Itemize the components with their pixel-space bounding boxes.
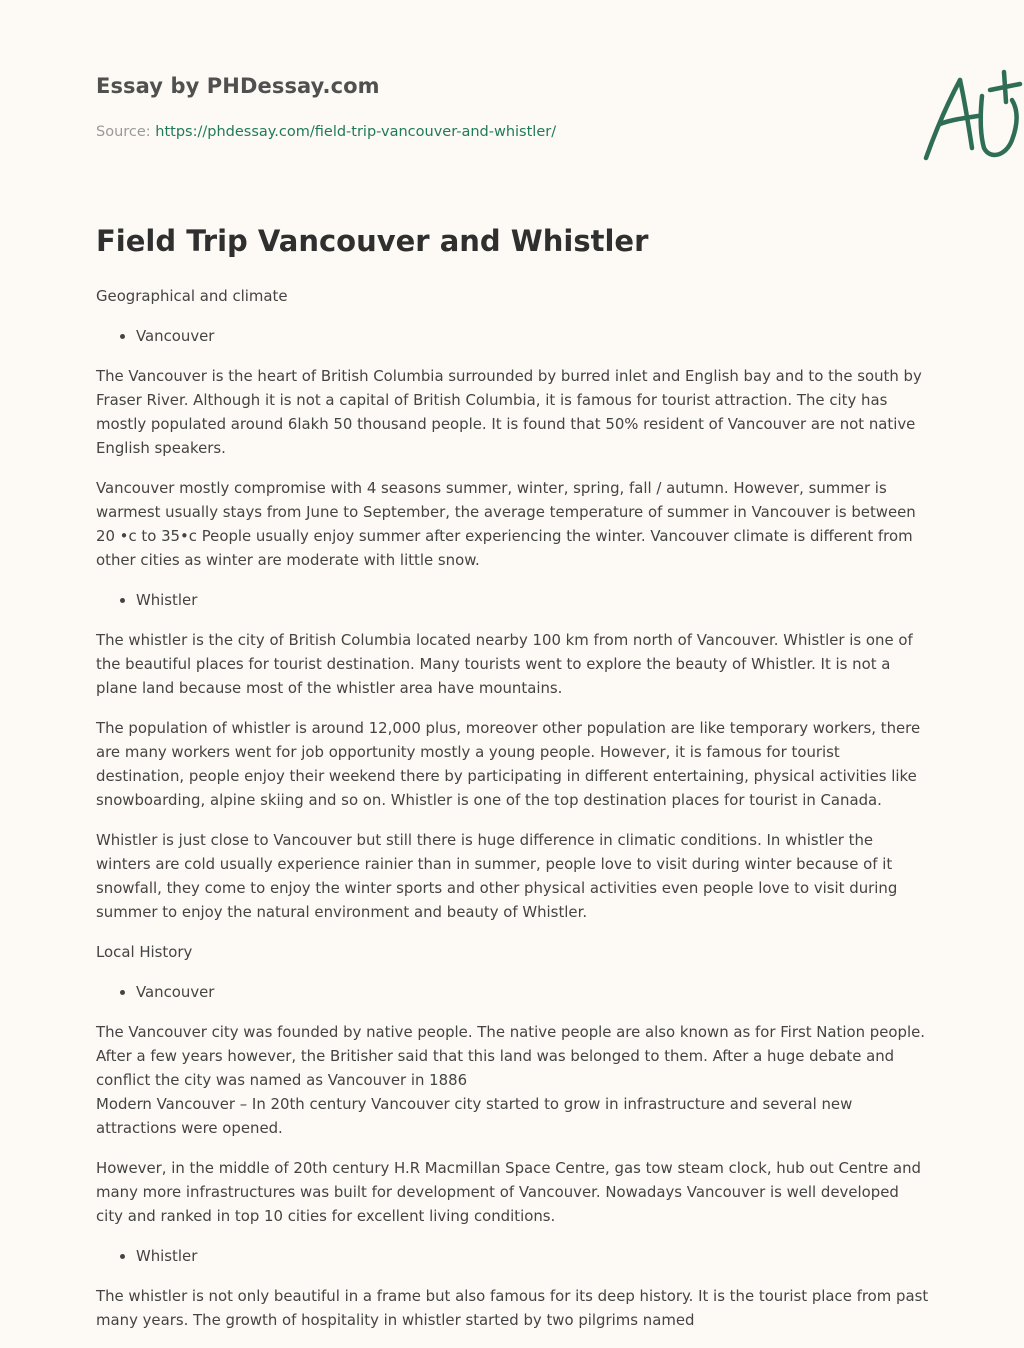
site-brand: Essay by PHDessay.com xyxy=(96,74,380,98)
source-link[interactable]: https://phdessay.com/field-trip-vancouver-and-whistler/ xyxy=(155,124,557,140)
source-label: Source: xyxy=(96,124,156,140)
paragraph: The whistler is the city of British Columbia located nearby 100 km from north of Vancouver. Whistler is one of the beautiful places for tourist destination. Many tourists went to explore the beauty of Whistler. It is not a plane land because most of the whistler area have mountains. xyxy=(96,631,913,697)
paragraph: The Vancouver city was founded by native people. The native people are also known as for First Nation people. After a few years however, the Britisher said that this land was belonged to them. After a huge debate and conflict the city was named as Vancouver in 1886 Modern Vancouver – In 20th century Vancouver city started to grow in infrastructure and several new attractions were opened. xyxy=(96,1023,925,1137)
paragraph: Geographical and climate xyxy=(96,287,288,305)
bullet-item: • Vancouver xyxy=(136,324,930,348)
a-plus-logo-icon xyxy=(920,68,1024,164)
paragraph: The whistler is not only beautiful in a frame but also famous for its deep history. It is the tourist place from past many years. The growth of hospitality in whistler started by two pilgrims named xyxy=(96,1287,929,1329)
bullet-list xyxy=(96,324,930,348)
essay-body xyxy=(96,284,930,1348)
paragraph: The Vancouver is the heart of British Columbia surrounded by burred inlet and English bay and to the south by Fraser River. Although it is not a capital of British Columbia, it is famous for tourist attraction. The city has mostly populated around 6lakh 50 thousand people. It is found that 50% resident of Vancouver are not native English speakers. xyxy=(96,367,922,457)
bullet-item: • Vancouver xyxy=(136,980,930,1004)
bullet-item: • Whistler xyxy=(136,588,930,612)
source-line xyxy=(96,124,556,140)
bullet-item: • Whistler xyxy=(136,1244,930,1268)
paragraph: The population of whistler is around 12,000 plus, moreover other population are like temporary workers, there are many workers went for job opportunity mostly a young people. However, it is famous for tourist destination, people enjoy their weekend there by participating in different entertaining, physical activities like snowboarding, alpine skiing and so on. Whistler is one of the top destination places for tourist in Canada. xyxy=(96,719,921,809)
bullet-list xyxy=(96,1244,930,1268)
paragraph: Vancouver mostly compromise with 4 seasons summer, winter, spring, fall / autumn. However, summer is warmest usually stays from June to September, the average temperature of summer in Vancouver is between 20 •c to 35•c People usually enjoy summer after experiencing the winter. Vancouver climate is different from other cities as winter are moderate with little snow. xyxy=(96,479,916,569)
paragraph: However, in the middle of 20th century H.R Macmillan Space Centre, gas tow steam clock, hub out Centre and many more infrastructures was built for development of Vancouver. Nowadays Vancouver is well developed city and ranked in top 10 cities for excellent living conditions. xyxy=(96,1159,922,1225)
paragraph: Whistler is just close to Vancouver but still there is huge difference in climatic conditions. In whistler the winters are cold usually experience rainier than in summer, people love to visit during winter because of it snowfall, they come to enjoy the winter sports and other physical activities even people love to visit during summer to enjoy the natural environment and beauty of Whistler. xyxy=(96,831,898,921)
bullet-list xyxy=(96,980,930,1004)
paragraph: Local History xyxy=(96,943,193,961)
essay-title: Field Trip Vancouver and Whistler xyxy=(96,224,649,258)
bullet-list xyxy=(96,588,930,612)
